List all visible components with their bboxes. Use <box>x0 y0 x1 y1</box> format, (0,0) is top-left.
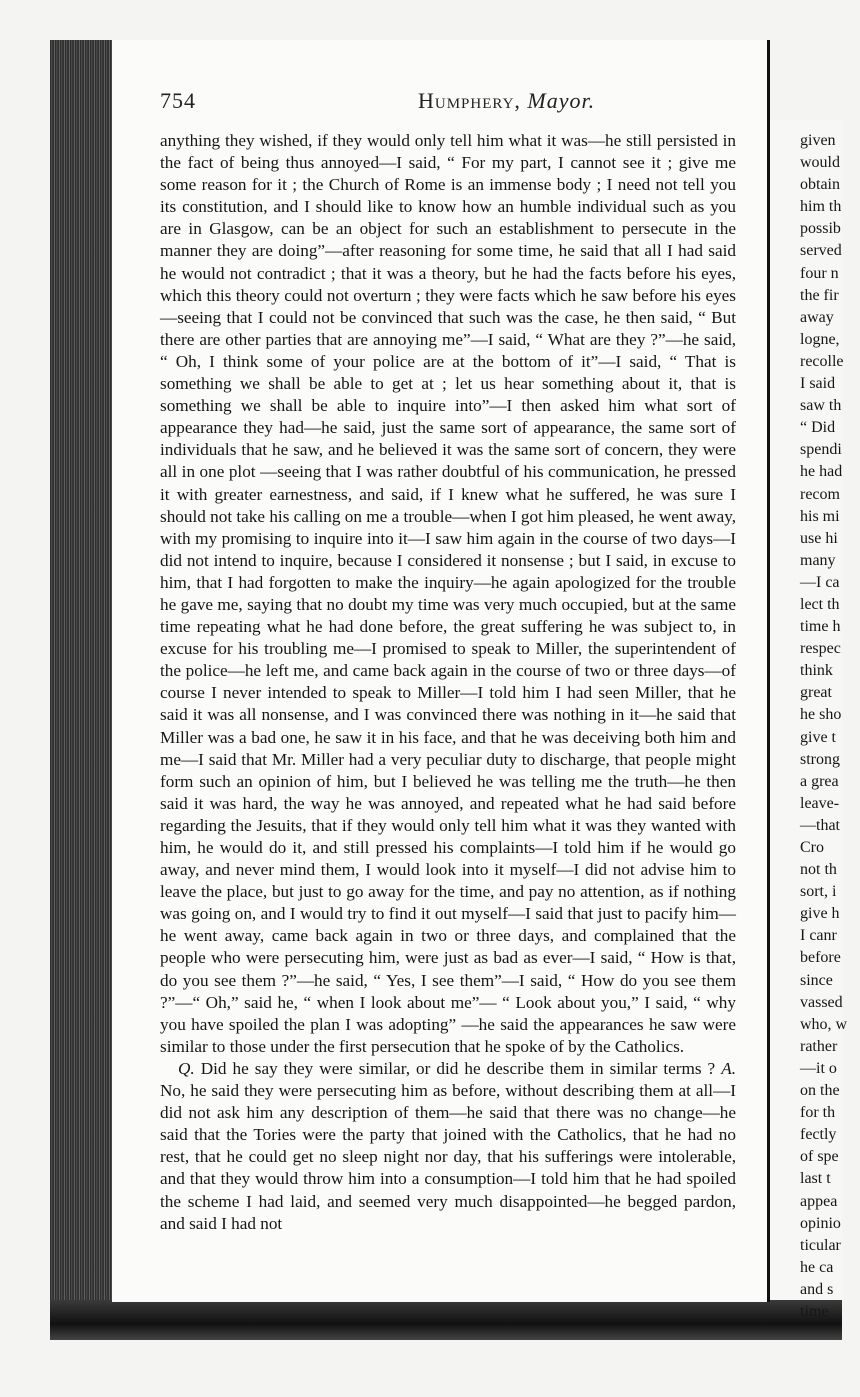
facing-page-line: possib <box>800 220 841 238</box>
facing-page-line: would <box>800 154 840 172</box>
facing-page-line: of spe <box>800 1148 839 1166</box>
facing-page-line: —that <box>800 816 840 834</box>
facing-page-line: before <box>800 949 841 967</box>
question-answer-paragraph <box>160 1058 736 1235</box>
facing-page-line: respec <box>800 640 841 658</box>
page-number: 754 <box>160 88 196 113</box>
facing-page-line: I said <box>800 375 836 393</box>
facing-page-line: give t <box>800 728 836 746</box>
facing-page-line: given <box>800 132 836 149</box>
facing-page-line: and s <box>800 1280 834 1298</box>
facing-page-line: a grea <box>800 772 839 790</box>
facing-page-line: Cro <box>800 839 824 856</box>
book-page-edges <box>50 40 112 1340</box>
answer-label: A. <box>721 1058 737 1078</box>
facing-page-line: logne, <box>800 330 840 348</box>
body-text <box>160 130 736 1235</box>
facing-page-line: great <box>800 684 832 702</box>
facing-page-line: “ Did <box>800 419 836 437</box>
facing-page-line: vassed <box>800 993 843 1011</box>
facing-page-line: lect th <box>800 595 840 613</box>
facing-page-line: fectly <box>800 1126 837 1144</box>
running-title-name: Humphery, <box>418 88 521 113</box>
facing-page-line: since <box>800 971 833 989</box>
facing-page-line: appea <box>800 1192 838 1210</box>
facing-page-line: time h <box>800 618 841 636</box>
facing-page-line: sort, i <box>800 883 837 901</box>
running-header <box>160 88 740 128</box>
facing-page-line: he ca <box>800 1258 834 1276</box>
facing-page-line: rather <box>800 1037 838 1055</box>
testimony-paragraph: anything they wished, if they would only tell him what it was—he still persisted in the fact of being thus annoyed—I said, “ For my part, I cannot see it ; give me some reason for it ; the Church of Rome is an immense body ; I need not tell you its constitution, and I should like to know how an humble individual such as you are in Glasgow, can be an object for such an establishment to persecute in the manner they are doing”—after reasoning for some time, he said that all I had said he would not contradict ; that it was a theory, but he had the facts before his eyes, which this theory could not overturn ; they were facts which he saw before his eyes—seeing that I could not be convinced that such was the case, he then said, “ But there are other parties that are annoying me”—I said, “ What are they ?”—he said, “ Oh, I think some of your police are at the bottom of it”—I said, “ That is something we shall be able to get at ; let us hear something about it, that is something we shall be able to inquire into”—I then asked him what sort of appearance they had—he said, just the same sort of appearance, the same sort of individuals that he saw, and he believed it was the same sort of concern, they were all in one plot —seeing that I was rather doubtful of his communication, he pressed it with greater earnestness, and said, if I knew what he suffered, he was sure I should not take his calling on me a trouble—when I got him pleased, he went away, with my promising to inquire into it—I saw him again in the course of two days—I did not intend to inquire, because I considered it nonsense ; but I said, in excuse to him, that I had forgotten to make the inquiry—he again apologized for the trouble he gave me, saying that no doubt my time was very much occupied, but at the same time repeating what he had done before, the great suffering he was subject to, in excuse for his troubling me—I promised to speak to Miller, the superintendent of the police—he left me, and came back again in the course of two or three days—of course I never intended to speak to Miller—I told him I had seen Miller, that he said it was all nonsense, and I was convinced there was nothing in it—he said that Miller was a bad one, he saw it in his face, and that he was deceiving both him and me—I said that Mr. Miller had a very peculiar duty to discharge, that people might form such an opinion of him, but I believed he was telling me the truth—he then said it was hard, the way he was annoyed, and repeated what he had said before regarding the Jesuits, that if they would only tell him what it was they wanted with him, he would do it, and still pressed his complaints—I told him if he would go away, and never mind them, I would look into it myself—I did not advise him to leave the place, but just to go away for the time, and pay no attention, as if nothing was going on, and I would try to find it out myself—I said that just to pacify him—he went away, came back again in two or three days, and complained that the people who were persecuting him, were just as bad as ever—I said, “ How is that, do you see them ?”—he said, “ Yes, I see them”—I said, “ How do you see them ?”—“ Oh,” said he, “ when I look about me”— “ Look about you,” I said, “ why you have spoiled the plan I was adopting” —he said the appearances he saw were similar to those under the first persecution that he spoke of by the Catholics. <box>160 131 736 1056</box>
facing-page-line: leave- <box>800 794 840 812</box>
facing-page-line: give h <box>800 905 840 923</box>
facing-page-line: the fir <box>800 286 839 304</box>
facing-page-line: I canr <box>800 927 837 945</box>
facing-page <box>770 120 848 1320</box>
facing-page-line: ticular <box>800 1236 841 1254</box>
facing-page-line: last t <box>800 1170 831 1188</box>
facing-page-line: use hi <box>800 529 838 547</box>
facing-page-line: —it o <box>800 1059 837 1077</box>
facing-page-line: four n <box>800 264 839 282</box>
answer-text: No, he said they were persecuting him as before, without describing them at all—I did not ask him any description of them—he said that there was no change—he said that the Tories were the party that joined with the Catholics, that he had no rest, that he could get no sleep night nor day, that his sufferings were intolerable, and that they would throw him into a consumption—I told him that he had spoiled the scheme I had laid, and seemed very much disappointed—he begged pardon, and said I had not <box>160 1081 736 1233</box>
facing-page-line: opinio <box>800 1214 841 1232</box>
facing-page-line: strong <box>800 750 840 768</box>
facing-page-line: he sho <box>800 706 842 724</box>
facing-page-line: obtain <box>800 176 840 194</box>
running-title <box>418 88 595 114</box>
facing-page-line: spendi <box>800 441 842 459</box>
facing-page-line: on the <box>800 1082 840 1100</box>
facing-page-line: he had <box>800 463 843 481</box>
facing-page-line: him th <box>800 198 842 216</box>
facing-page-line: not th <box>800 861 837 879</box>
left-page <box>112 40 770 1302</box>
facing-page-line: served <box>800 242 842 260</box>
facing-page-line: time <box>800 1302 829 1320</box>
question-label: Q. <box>178 1058 195 1078</box>
facing-page-line: his mi <box>800 507 840 525</box>
facing-page-line: away <box>800 308 834 326</box>
facing-page-line: recolle <box>800 352 844 370</box>
facing-page-line: for th <box>800 1104 836 1122</box>
facing-page-line: recom <box>800 485 840 503</box>
facing-page-line: who, w <box>800 1015 848 1033</box>
book-bottom-shadow <box>50 1300 842 1340</box>
facing-page-line: —I ca <box>800 573 840 591</box>
facing-page-line: think <box>800 662 833 680</box>
facing-page-line: many <box>800 551 836 569</box>
question-text: Did he say they were similar, or did he describe them in similar terms ? <box>200 1058 716 1078</box>
running-title-role: Mayor. <box>527 88 596 113</box>
facing-page-line: saw th <box>800 397 842 415</box>
facing-page-fragments <box>800 130 860 1323</box>
